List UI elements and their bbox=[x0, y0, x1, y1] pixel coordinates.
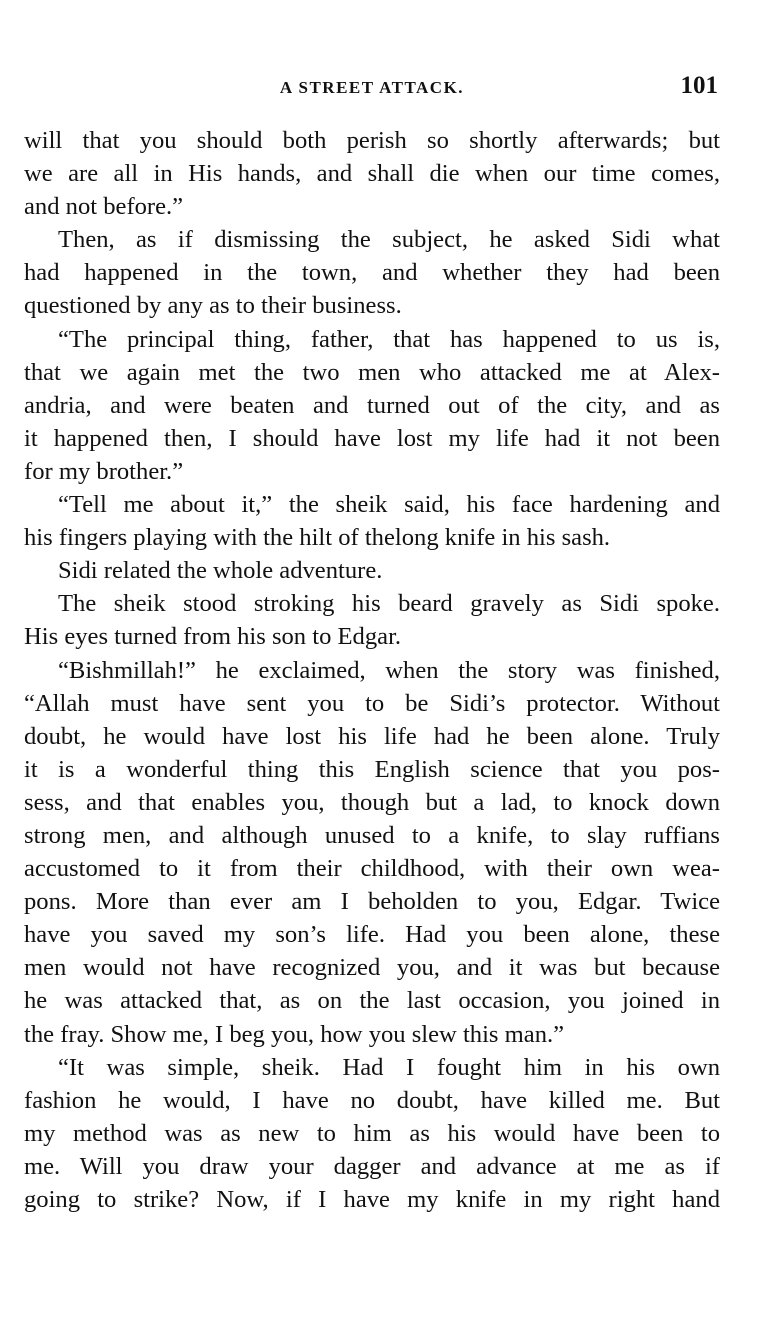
text-line: “It was simple, sheik. Had I fought him in his own bbox=[58, 1053, 720, 1081]
text-line: The sheik stood stroking his beard gravely as Sidi spoke. bbox=[58, 590, 720, 618]
text-line: my method was as new to him as his would have been to bbox=[24, 1119, 720, 1147]
text-line: strong men, and although unused to a knife, to slay ruffians bbox=[24, 821, 720, 849]
text-line: men would not have recognized you, and it was but because bbox=[24, 954, 720, 982]
page-number: 101 bbox=[680, 72, 718, 99]
text-line: for my brother.” bbox=[24, 457, 184, 485]
text-line: questioned by any as to their business. bbox=[24, 292, 402, 320]
text-line: going to strike? Now, if I have my knife in my right hand bbox=[24, 1186, 720, 1213]
text-line: me. Will you draw your dagger and advance at me as if bbox=[24, 1152, 720, 1180]
text-line: Then, as if dismissing the subject, he asked Sidi what bbox=[58, 226, 720, 254]
body-text bbox=[24, 124, 720, 1216]
text-line: “Bishmillah!” he exclaimed, when the story was finished, bbox=[58, 656, 720, 684]
text-line: pons. More than ever am I beholden to you, Edgar. Twice bbox=[24, 888, 720, 916]
text-line: we are all in His hands, and shall die when our time comes, bbox=[24, 160, 720, 188]
text-line: accustomed to it from their childhood, with their own wea- bbox=[24, 855, 720, 883]
text-line: sess, and that enables you, though but a lad, to knock down bbox=[24, 788, 720, 816]
text-line: the fray. Show me, I beg you, how you slew this man.” bbox=[24, 1020, 565, 1048]
text-line: “Allah must have sent you to be Sidi’s protector. Without bbox=[24, 689, 720, 717]
text-line: it is a wonderful thing this English science that you pos- bbox=[24, 755, 720, 783]
text-line: he was attacked that, as on the last occasion, you joined in bbox=[24, 987, 720, 1015]
text-line: have you saved my son’s life. Had you been alone, these bbox=[24, 921, 720, 949]
text-line: His eyes turned from his son to Edgar. bbox=[24, 623, 402, 651]
text-line: doubt, he would have lost his life had he been alone. Truly bbox=[24, 722, 720, 750]
text-line: andria, and were beaten and turned out of the city, and as bbox=[24, 391, 720, 419]
text-line: had happened in the town, and whether they had been bbox=[24, 259, 720, 287]
text-line: will that you should both perish so shortly afterwards; but bbox=[24, 127, 720, 154]
text-line: fashion he would, I have no doubt, have killed me. But bbox=[24, 1086, 720, 1114]
text-line: it happened then, I should have lost my life had it not been bbox=[24, 424, 720, 452]
text-line: Sidi related the whole adventure. bbox=[58, 557, 383, 585]
text-line: and not before.” bbox=[24, 193, 184, 221]
text-line: that we again met the two men who attacked me at Alex- bbox=[24, 358, 720, 386]
running-title: A STREET ATTACK. bbox=[279, 78, 465, 97]
text-line: his fingers playing with the hilt of thelong knife in his sash. bbox=[24, 524, 611, 552]
running-header bbox=[24, 70, 720, 106]
text-line: “The principal thing, father, that has happened to us is, bbox=[58, 325, 720, 353]
text-line: “Tell me about it,” the sheik said, his face hardening and bbox=[58, 491, 720, 519]
